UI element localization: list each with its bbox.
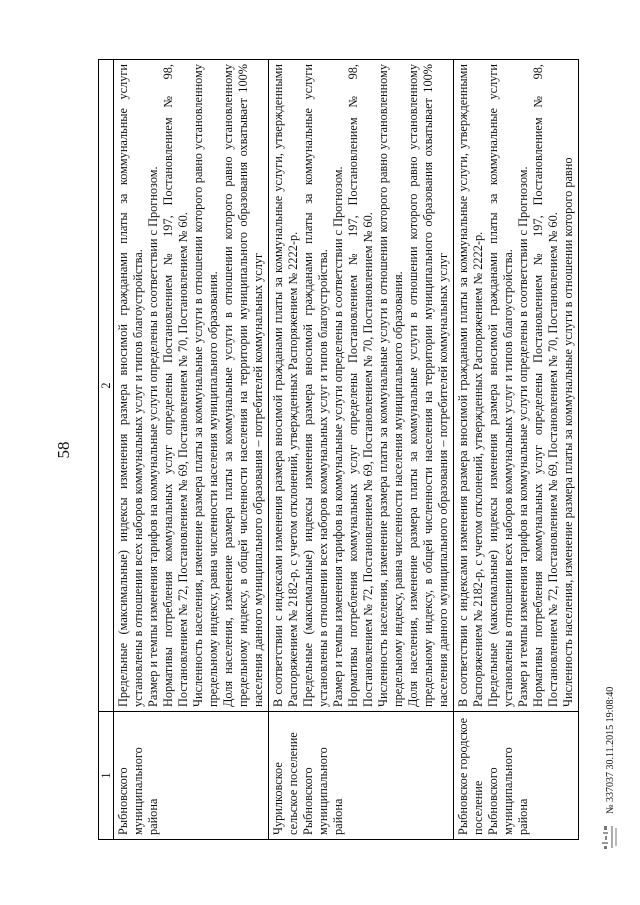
page-number: 58: [54, 441, 73, 459]
document-reference: № 337037 30.11.2015 19:08:40: [604, 686, 616, 814]
paragraph: В соответствии с индексами изменения размера вносимой гражданами платы за коммунальные услуги, утвержденными Распоряжением № 2182-р, с учетом отклонений, утвержденных Распоряжением № 2222-р.: [271, 64, 300, 707]
region-description: [269, 60, 454, 712]
region-description: [114, 60, 269, 712]
table-header-row: [99, 60, 114, 840]
rotated-page: [54, 50, 620, 850]
region-name: Чурилковское сельское поселение Рыбновского муниципального района: [269, 712, 454, 840]
paragraph: Предельные (максимальные) индексы изменения размера вносимой гражданами платы за коммунальные услуги установлены в отношении всех наборов коммунальных услуг и типов благоустройства.: [116, 64, 145, 707]
paragraph: В соответствии с индексами изменения размера вносимой гражданами платы за коммунальные услуги, утвержденными Распоряжением № 2182-р, с учетом отклонений, утвержденных Распоряжением № 2222-р.: [456, 64, 485, 707]
paragraph: Предельные (максимальные) индексы изменения размера вносимой гражданами платы за коммунальные услуги установлены в отношении всех наборов коммунальных услуг и типов благоустройства.: [301, 64, 330, 707]
table-row: [114, 60, 269, 840]
region-name: Рыбновского муниципального района: [114, 712, 269, 840]
table-row: [454, 60, 579, 840]
paragraph: Численность населения, изменение размера платы за коммунальные услуги в отношении которого равно установленному предельному индексу, равна численности населения муниципального образования.: [191, 64, 220, 707]
paragraph: Доля населения, изменение размера платы за коммунальные услуги в отношении которого равно установленному предельному индексу, в общей численности населения на территории муниципального образования охватывает 100% населения данного муниципального образования – потребителей коммунальных услуг: [406, 64, 450, 707]
paragraph: Нормативы потребления коммунальных услуг определены Постановлением № 197, Постановлением № 98, Постановлением № 72, Постановлением № 69, Постановлением № 70, Постановлением № 60.: [346, 64, 375, 707]
paragraph: Численность населения, изменение размера платы за коммунальные услуги в отношении которого равно установленному предельному индексу, равна численности населения муниципального образования.: [376, 64, 405, 707]
paragraph: Размер и темпы изменения тарифов на коммунальные услуги определены в соответствии с Прогнозом.: [146, 166, 160, 707]
paragraph: Размер и темпы изменения тарифов на коммунальные услуги определены в соответствии с Прогнозом.: [331, 166, 345, 707]
paragraph: Нормативы потребления коммунальных услуг определены Постановлением № 197, Постановлением № 98, Постановлением № 72, Постановлением № 69, Постановлением № 70, Постановлением № 60.: [161, 64, 190, 707]
paragraph: Предельные (максимальные) индексы изменения размера вносимой гражданами платы за коммунальные услуги установлены в отношении всех наборов коммунальных услуг и типов благоустройства.: [486, 64, 515, 707]
paragraph: Доля населения, изменение размера платы за коммунальные услуги в отношении которого равно установленному предельному индексу, в общей численности населения на территории муниципального образования охватывает 100% населения данного муниципального образования – потребителей коммунальных услуг: [221, 64, 265, 707]
table-row: [269, 60, 454, 840]
region-name: Рыбновское городское поселение Рыбновского муниципального района: [454, 712, 579, 840]
paragraph: Размер и темпы изменения тарифов на коммунальные услуги определены в соответствии с Прогнозом.: [516, 166, 530, 707]
registry-stamp-icon: [600, 824, 620, 850]
paragraph: Численность населения, изменение размера платы за коммунальные услуги в отношении которого равно: [561, 157, 575, 707]
column-header-2: 2: [99, 60, 114, 712]
document-footer: [600, 590, 622, 850]
column-header-1: 1: [99, 712, 114, 840]
region-description: [454, 60, 579, 712]
paragraph: Нормативы потребления коммунальных услуг определены Постановлением № 197, Постановлением № 98, Постановлением № 72, Постановлением № 69, Постановлением № 70, Постановлением № 60.: [531, 64, 560, 707]
tariff-table: [98, 59, 579, 840]
